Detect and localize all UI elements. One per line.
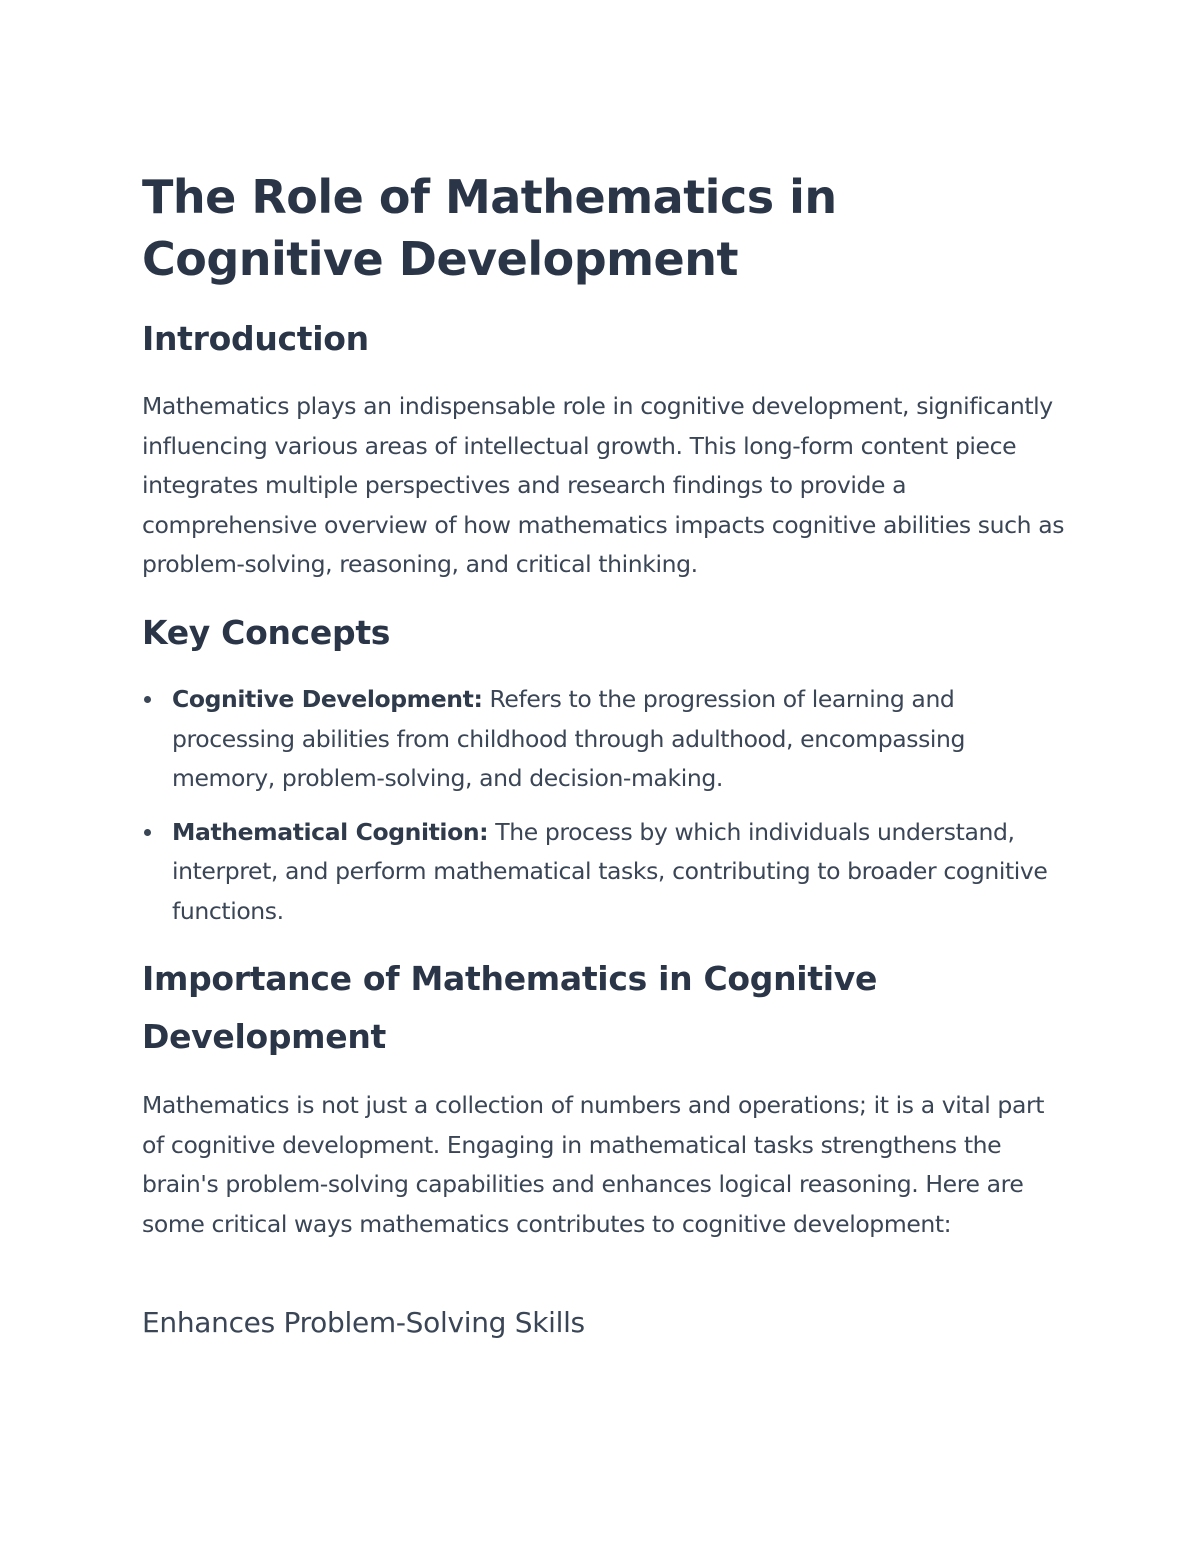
key-concepts-list <box>142 680 1072 946</box>
importance-paragraph: Mathematics is not just a collection of numbers and operations; it is a vital part of cognitive development. Engaging in mathematical tasks strengthens the brain's problem-solving capabilities and enhances logical reasoning. Here are some critical ways mathematics contributes to cognitive development: <box>142 1091 1045 1238</box>
document-title: The Role of Mathematics in Cognitive Development <box>142 170 837 286</box>
list-item <box>142 813 1072 932</box>
problem-solving-subheading: Enhances Problem-Solving Skills <box>142 1306 585 1339</box>
importance-heading: Importance of Mathematics in Cognitive Development <box>142 959 878 1056</box>
list-item <box>142 680 1072 799</box>
bullet-icon <box>144 829 151 836</box>
list-item-definition: The process by which individuals understand, interpret, and perform mathematical tasks, contributing to broader cognitive functions. <box>172 817 1048 925</box>
key-concepts-heading: Key Concepts <box>142 613 391 652</box>
list-item-definition: Refers to the progression of learning and processing abilities from childhood through adulthood, encompassing memory, problem-solving, and decision-making. <box>172 685 966 793</box>
introduction-heading: Introduction <box>142 319 369 358</box>
list-item-separator: : <box>473 685 483 713</box>
list-item-term: Cognitive Development <box>172 685 474 713</box>
list-item-separator: : <box>479 817 489 846</box>
bullet-icon <box>144 696 151 703</box>
list-item-term: Mathematical Cognition <box>172 817 480 846</box>
introduction-paragraph: Mathematics plays an indispensable role in cognitive development, significantly influencing various areas of intellectual growth. This long-form content piece integrates multiple perspectives and research findings to provide a comprehensive overview of how mathematics impacts cognitive abilities such as problem-solving, reasoning, and critical thinking. <box>142 392 1065 579</box>
